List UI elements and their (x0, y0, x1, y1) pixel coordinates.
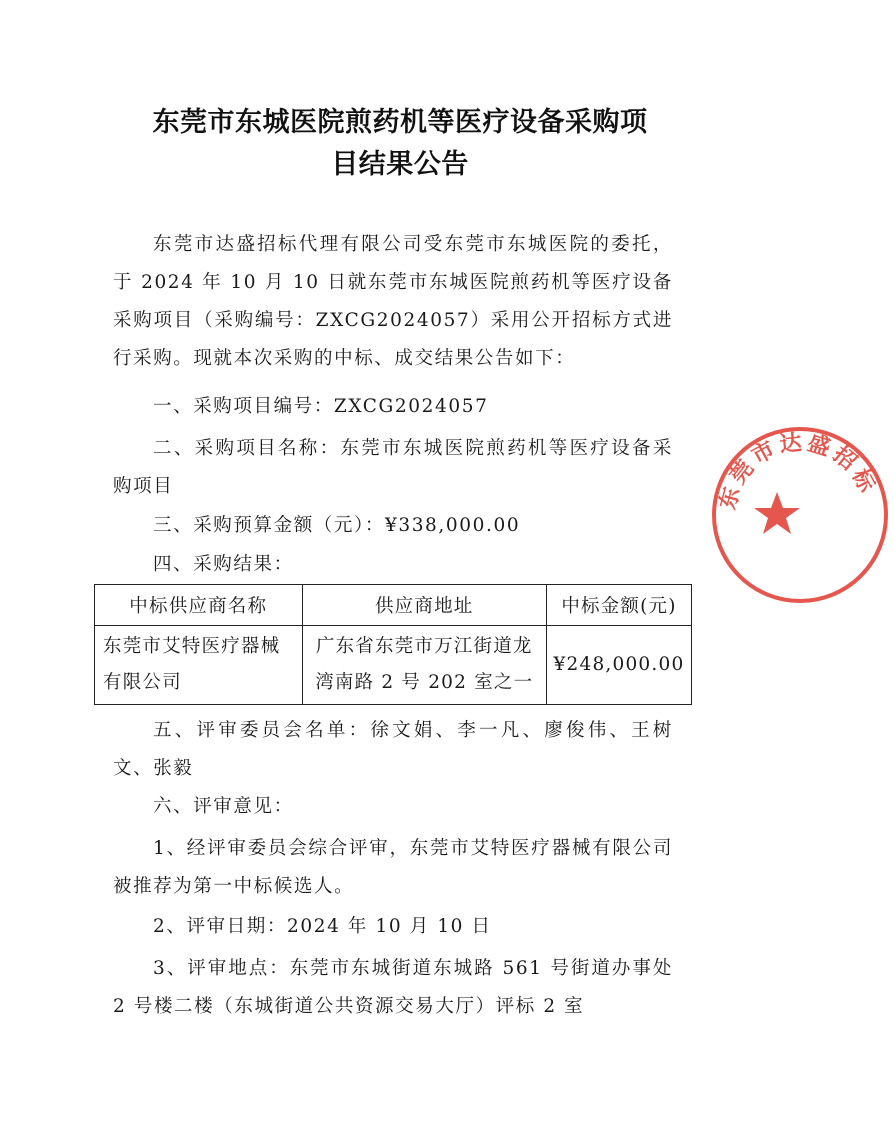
item-project-name: 二、采购项目名称：东莞市东城医院煎药机等医疗设备采购项目 (113, 438, 673, 497)
item-budget: 三、采购预算金额（元）：¥338,000.00 (153, 515, 521, 536)
company-seal (705, 420, 895, 610)
item-result-heading: 四、采购结果： (153, 554, 294, 575)
table-row (95, 626, 692, 705)
item-committee: 五、评审委员会名单：徐文娟、李一凡、廖俊伟、王树文、张毅 (113, 720, 673, 779)
title-line-2: 目结果公告 (331, 149, 469, 180)
item-project-number: 一、采购项目编号：ZXCG2024057 (153, 396, 489, 417)
item-opinion-heading: 六、评审意见： (153, 796, 294, 817)
title-line-1: 东莞市东城医院煎药机等医疗设备采购项 (152, 107, 648, 138)
seal-text: 东莞市达盛招标 (714, 429, 882, 513)
cell-supplier: 东莞市艾特医疗器械有限公司 (95, 626, 303, 705)
intro-paragraph: 东莞市达盛招标代理有限公司受东莞市东城医院的委托，于 2024 年 10 月 10 日就东莞市东城医院煎药机等医疗设备采购项目（采购编号：ZXCG2024057）采用公开招标方式进行采购。现就本次采购的中标、成交结果公告如下： (113, 234, 673, 369)
item-review-location: 3、评审地点：东莞市东城街道东城路 561 号街道办事处 2 号楼二楼（东城街道公共资源交易大厅）评标 2 室 (113, 958, 673, 1017)
document-title (100, 102, 700, 186)
header-amount: 中标金额(元) (546, 585, 691, 626)
table-header-row (95, 585, 692, 626)
item-review-date: 2、评审日期：2024 年 10 月 10 日 (153, 916, 492, 937)
result-table (94, 584, 692, 705)
header-address: 供应商地址 (302, 585, 546, 626)
cell-amount: ¥248,000.00 (546, 626, 691, 705)
seal-star-icon (754, 492, 800, 534)
header-supplier: 中标供应商名称 (95, 585, 303, 626)
item-opinion-1: 1、经评审委员会综合评审，东莞市艾特医疗器械有限公司被推荐为第一中标候选人。 (113, 838, 673, 897)
cell-address: 广东省东莞市万江街道龙湾南路 2 号 202 室之一 (302, 626, 546, 705)
